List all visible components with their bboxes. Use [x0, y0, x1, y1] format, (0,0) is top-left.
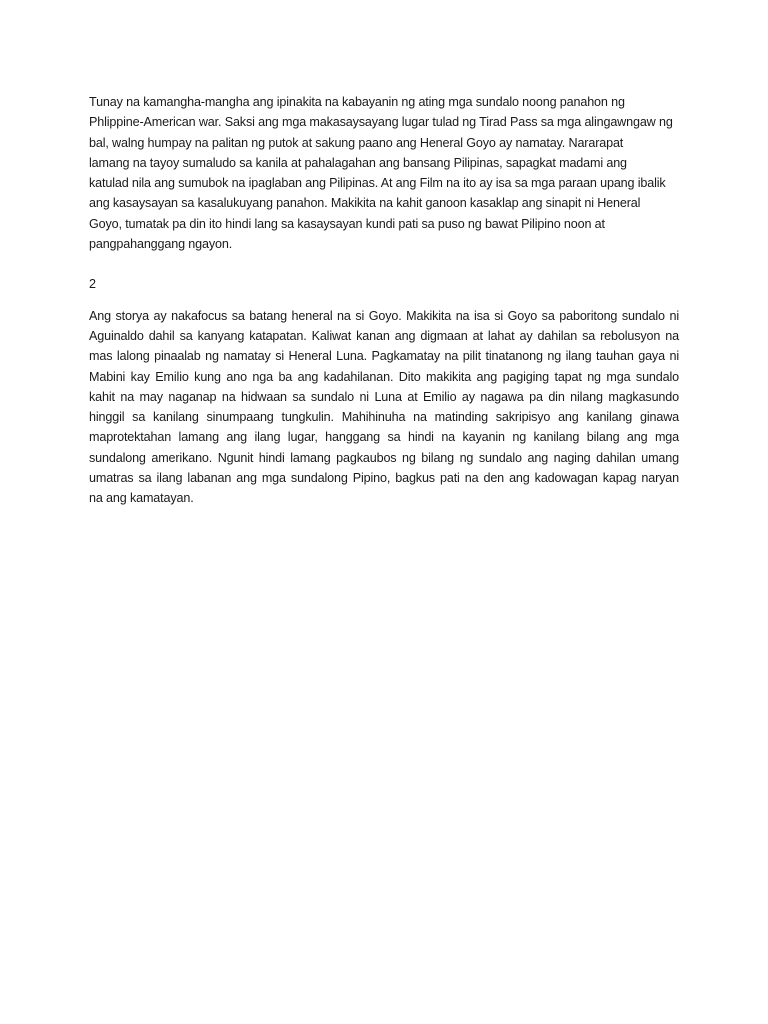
text-line: Mabini kay Emilio kung ano nga ba ang kadahilanan. Dito makikita ang pagiging tapat ng mga sundalo: [89, 369, 679, 384]
text-line: sundalong amerikano. Ngunit hindi lamang pagkaubos ng bilang ng sundalo ang naging dahilan umang: [89, 450, 679, 465]
paragraph-story: [89, 306, 679, 509]
text-line: bal, walng humpay na palitan ng putok at sakung paano ang Heneral Goyo ay namatay. Nararapat: [89, 135, 624, 150]
text-line: maprotektahan lamang ang ilang lugar, hanggang sa hindi na kayanin ng kanilang bilang ang mga: [89, 430, 679, 445]
document-body: [89, 92, 679, 509]
text-line: mas lalong pinaalab ng namatay si Heneral Luna. Pagkamatay na pilit tinatanong ng ilang tauhan gaya ni: [89, 349, 679, 364]
text-line: lamang na tayoy sumaludo sa kanila at pahalagahan ang bansang Pilipinas, sapagkat madami ang: [89, 155, 627, 170]
text-line: Aguinaldo dahil sa kanyang katapatan. Kaliwat kanan ang digmaan at lahat ay dahilan sa rebolusyon na: [89, 328, 679, 343]
text-line: hinggil sa kanilang sinumpaang tungkulin. Mahihinuha na matinding sakripisyo ang kanilang ginawa: [89, 410, 679, 425]
text-line: Ang storya ay nakafocus sa batang heneral na si Goyo. Makikita na isa si Goyo sa paboritong sundalo ni: [89, 308, 679, 323]
page-number: 2: [89, 277, 97, 292]
text-line: Goyo, tumatak pa din ito hindi lang sa kasaysayan kundi pati sa puso ng bawat Pilipino noon at: [89, 216, 605, 231]
text-line: pangpahanggang ngayon.: [89, 237, 233, 252]
text-line: umatras sa ilang labanan ang mga sundalong Pipino, bagkus pati na den ang kadowagan kapag naryan: [89, 471, 679, 486]
text-line: katulad nila ang sumubok na ipaglaban ang Pilipinas. At ang Film na ito ay isa sa mga paraan upang ibalik: [89, 176, 666, 191]
text-line: na ang kamatayan.: [89, 491, 194, 506]
text-line: kahit na may naganap na hidwaan sa sundalo ni Luna at Emilio ay nagawa pa din nilang magkasundo: [89, 389, 679, 404]
paragraph-intro: [89, 92, 679, 254]
text-line: Phlippine-American war. Saksi ang mga makasaysayang lugar tulad ng Tirad Pass sa mga alingawngaw ng: [89, 115, 673, 130]
text-line: ang kasaysayan sa kasalukuyang panahon. Makikita na kahit ganoon kasaklap ang sinapit ni Heneral: [89, 196, 641, 211]
text-line: Tunay na kamangha-mangha ang ipinakita na kabayanin ng ating mga sundalo noong panahon ng: [89, 95, 625, 109]
